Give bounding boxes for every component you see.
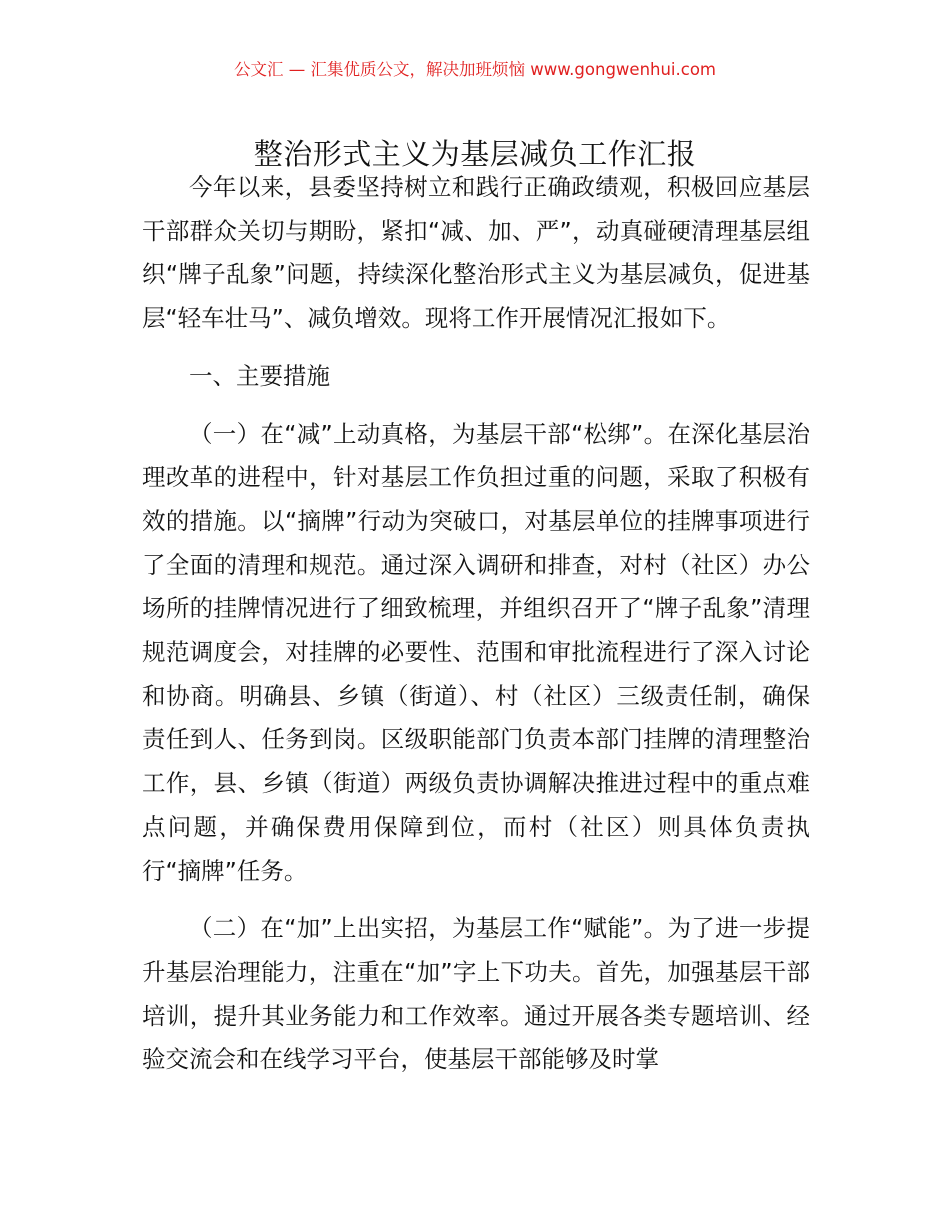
section-heading: 一、主要措施 [189, 361, 330, 390]
document-title: 整治形式主义为基层减负工作汇报 [253, 137, 697, 172]
document-body [142, 166, 810, 1096]
paragraph-1: （一）在“减”上动真格，为基层干部“松绑”。在深化基层治理改革的进程中，针对基层工作负担过重的问题，采取了积极有效的措施。以“摘牌”行动为突破口，对基层单位的挂牌事项进行了全面的清理和规范。通过深入调研和排查，对村（社区）办公场所的挂牌情况进行了细致梳理，并组织召开了“牌子乱象”清理规范调度会，对挂牌的必要性、范围和审批流程进行了深入讨论和协商。明确县、乡镇（街道）、村（社区）三级责任制，确保责任到人、任务到岗。区级职能部门负责本部门挂牌的清理整治工作，县、乡镇（街道）两级负责协调解决推进过程中的重点难点问题，并确保费用保障到位，而村（社区）则具体负责执行“摘牌”任务。 [142, 419, 810, 885]
intro-paragraph: 今年以来，县委坚持树立和践行正确政绩观，积极回应基层干部群众关切与期盼，紧扣“减、加、严”，动真碰硬清理基层组织“牌子乱象”问题，持续深化整治形式主义为基层减负，促进基层“轻车壮马”、减负增效。现将工作开展情况汇报如下。 [142, 173, 810, 333]
watermark-header: 公文汇 — 汇集优质公文，解决加班烦恼 www.gongwenhui.com [233, 60, 717, 79]
paragraph-2: （二）在“加”上出实招，为基层工作“赋能”。为了进一步提升基层治理能力，注重在“加”字上下功夫。首先，加强基层干部培训，提升其业务能力和工作效率。通过开展各类专题培训、经验交流会和在线学习平台，使基层干部能够及时掌 [142, 914, 810, 1074]
